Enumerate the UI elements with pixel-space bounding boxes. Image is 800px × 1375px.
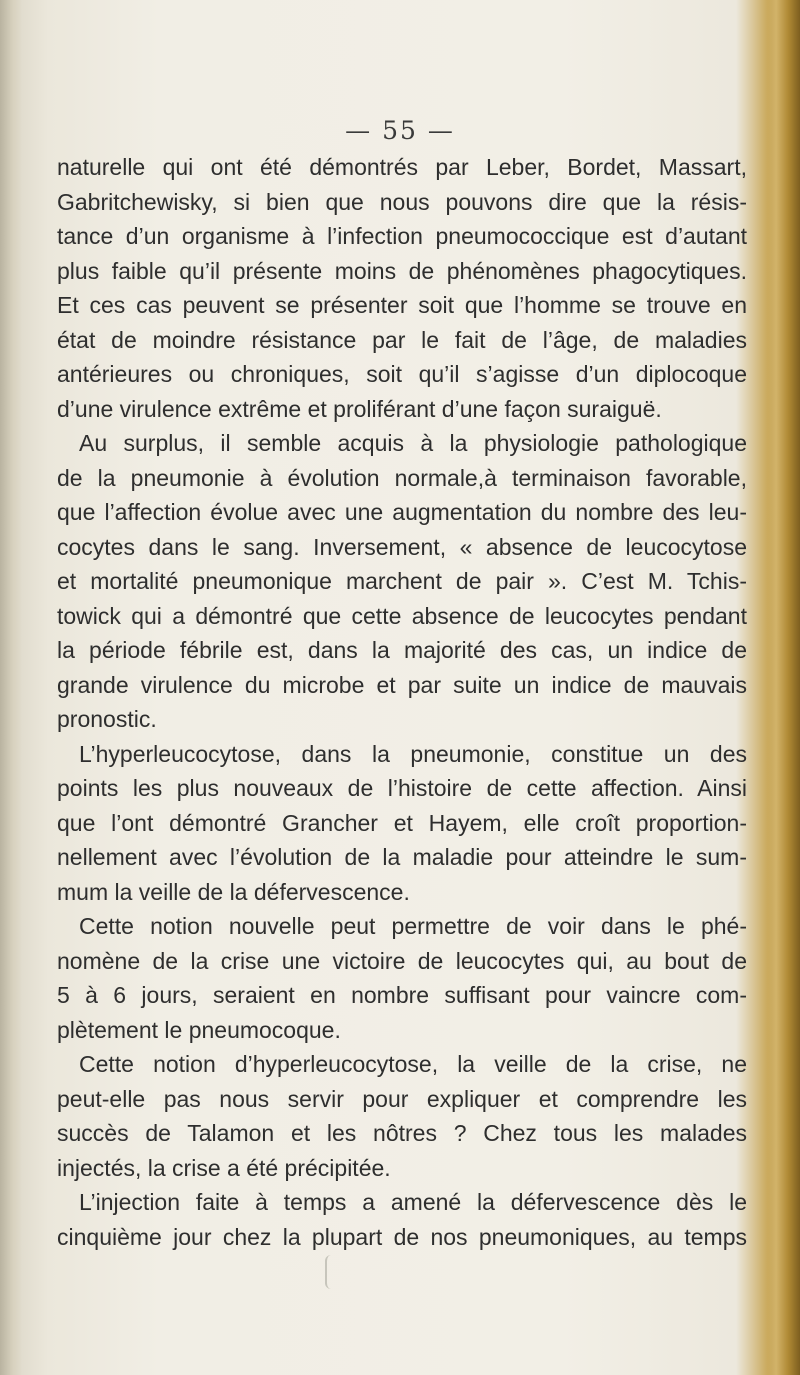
text-line: succès de Talamon et les nôtres ? Chez tous les malades: [57, 1120, 747, 1146]
text-line: cocytes dans le sang. Inversement, « absence de leucocytose: [57, 533, 747, 560]
page-left-edge: [0, 0, 22, 1375]
text-line: L’hyperleucocytose, dans la pneumonie, constitue un des: [79, 740, 747, 767]
text-line: 5 à 6 jours, seraient en nombre suffisant pour vaincre com-: [57, 982, 747, 1008]
paper-mark: [325, 1255, 343, 1289]
text-line: et mortalité pneumonique marchent de pair ». C’est M. Tchis-: [57, 568, 747, 594]
text-line: mum la veille de la défervescence.: [57, 878, 410, 905]
text-line: L’injection faite à temps a amené la défervescence dès le: [79, 1189, 747, 1215]
text-line: cinquième jour chez la plupart de nos pneumoniques, au temps: [57, 1223, 747, 1250]
text-line: tance d’un organisme à l’infection pneumococcique est d’autant: [57, 223, 747, 249]
text-line: la période fébrile est, dans la majorité des cas, un indice de: [57, 637, 747, 663]
text-line: pronostic.: [57, 706, 157, 732]
page-right-edge: [766, 0, 800, 1375]
text-line: grande virulence du microbe et par suite un indice de mauvais: [57, 671, 747, 698]
text-line: état de moindre résistance par le fait de l’âge, de maladies: [57, 326, 747, 353]
text-line: points les plus nouveaux de l’histoire de cette affection. Ainsi: [57, 775, 747, 801]
text-line: naturelle qui ont été démontrés par Leber, Bordet, Massart,: [57, 154, 747, 180]
text-line: Cette notion nouvelle peut permettre de voir dans le phé-: [79, 913, 747, 939]
text-line: antérieures ou chroniques, soit qu’il s’agisse d’un diplocoque: [57, 361, 747, 387]
body-text: [57, 150, 747, 1254]
text-line: Gabritchewisky, si bien que nous pouvons dire que la résis-: [57, 188, 747, 215]
text-line: Au surplus, il semble acquis à la physiologie pathologique: [79, 430, 747, 456]
text-line: que l’affection évolue avec une augmentation du nombre des leu-: [57, 499, 747, 525]
text-line: que l’ont démontré Grancher et Hayem, elle croît proportion-: [57, 809, 747, 836]
text-line: plètement le pneumocoque.: [57, 1016, 341, 1043]
text-line: plus faible qu’il présente moins de phénomènes phagocytiques.: [57, 257, 747, 284]
text-line: Cette notion d’hyperleucocytose, la veille de la crise, ne: [79, 1051, 747, 1077]
text-line: nomène de la crise une victoire de leucocytes qui, au bout de: [57, 947, 747, 974]
text-line: peut-elle pas nous servir pour expliquer et comprendre les: [57, 1085, 747, 1112]
text-line: d’une virulence extrême et proliférant d’une façon suraiguë.: [57, 395, 662, 422]
text-line: Et ces cas peuvent se présenter soit que l’homme se trouve en: [57, 292, 747, 318]
text-line: de la pneumonie à évolution normale,à terminaison favorable,: [57, 464, 747, 491]
page-number: — 55 —: [345, 116, 455, 145]
text-line: injectés, la crise a été précipitée.: [57, 1154, 391, 1181]
text-line: towick qui a démontré que cette absence de leucocytes pendant: [57, 602, 747, 629]
text-line: nellement avec l’évolution de la maladie pour atteindre le sum-: [57, 844, 747, 870]
